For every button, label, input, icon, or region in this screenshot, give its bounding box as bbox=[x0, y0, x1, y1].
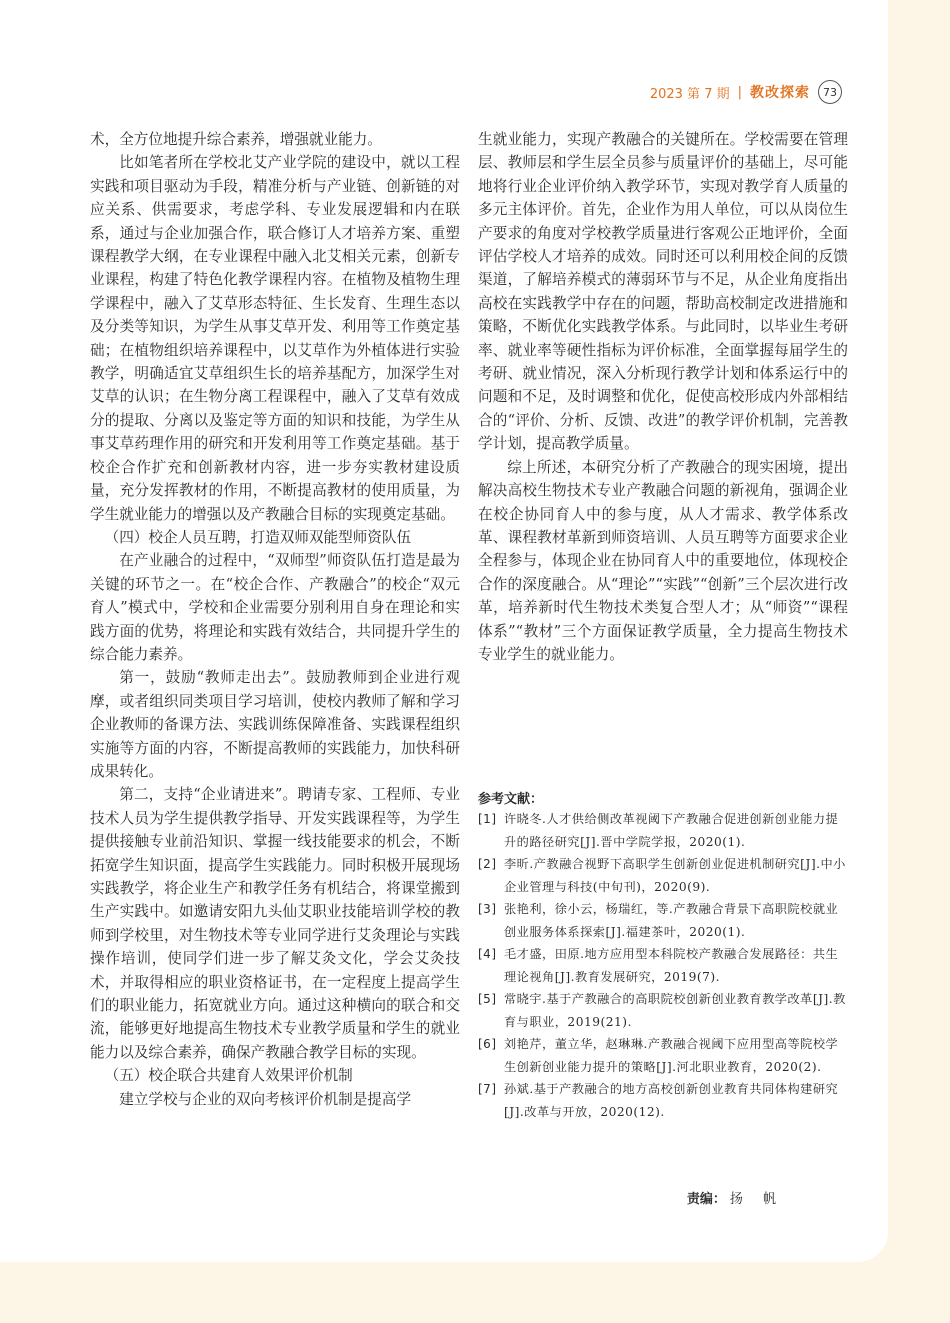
paragraph: 第一，鼓励“教师走出去”。鼓励教师到企业进行观摩，或者组织同类项目学习培训，使校内教师了解和学习企业教师的备课方法、实践训练保障准备、实践课程组织实施等方面的内容，不断提高教师的实践能力，加快科研成果转化。 bbox=[90, 669, 460, 780]
reference-number: [7] bbox=[478, 1082, 497, 1096]
paragraph: 第二，支持“企业请进来”。聘请专家、工程师、专业技术人员为学生提供教学指导、开发实践课程等，为学生提供接触专业前沿知识、掌握一线技能要求的机会，不断拓宽学生知识面，提高学生实践能力。同时积极开展现场实践教学，将企业生产和教学任务有机结合，将课堂搬到生产实践中。如邀请安阳九头仙艾职业技能培训学校的教师到学校里，对生物技术等专业同学进行艾灸理论与实践操作培训，使同学们进一步了解艾灸文化，学会艾灸技术，并取得相应的职业资格证书，在一定程度上提高学生们的职业能力，拓宽就业方向。通过这种横向的联合和交流，能够更好地提高生物技术专业教学质量和学生的就业能力以及综合素养，确保产教融合教学目标的实现。 bbox=[90, 786, 460, 1061]
reference-text: 常晓宇.基于产教融合的高职院校创新创业教育教学改革[J].教育与职业，2019(21). bbox=[504, 992, 846, 1029]
paragraph: 比如笔者所在学校北艾产业学院的建设中，就以工程实践和项目驱动为手段，精准分析与产业链、创新链的对应关系、供需要求，考虑学科、专业发展逻辑和内在联系，通过与企业加强合作，联合修订人才培养方案、重塑课程教学大纲，在专业课程中融入北艾相关元素，创新专业课程，构建了特色化教学课程内容。在植物及植物生理学课程中，融入了艾草形态特征、生长发育、生理生态以及分类等知识，为学生从事艾草开发、利用等工作奠定基础；在植物组织培养课程中，以艾草作为外植体进行实验教学，明确适宜艾草组织生长的培养基配方，加深学生对艾草的认识；在生物分离工程课程中，融入了艾草有效成分的提取、分离以及鉴定等方面的知识和技能，为学生从事艾草药理作用的研究和开发利用等工作奠定基础。基于校企合作扩充和创新教材内容，进一步夯实教材建设质量，充分发挥教材的作用，不断提高教材的使用质量，为学生就业能力的增强以及产教融合目标的实现奠定基础。 bbox=[90, 154, 460, 523]
paragraph: 生就业能力，实现产教融合的关键所在。学校需要在管理层、教师层和学生层全员参与质量评价的基础上，尽可能地将行业企业评价纳入教学环节，实现对教学育人质量的多元主体评价。首先，企业作为用人单位，可以从岗位生产要求的角度对学校教学质量进行客观公正地评价，全面评估学校人才培养的成效。同时还可以利用校企间的反馈渠道，了解培养模式的薄弱环节与不足，从企业角度指出高校在实践教学中存在的问题，帮助高校制定改进措施和策略，不断优化实践教学体系。与此同时，以毕业生考研率、就业率等硬性指标为评价标准，全面掌握每届学生的考研、就业情况，深入分析现行教学计划和体系运行中的问题和不足，及时调整和优化，促使高校形成内外部相结合的“评价、分析、反馈、改进”的教学评价机制，完善教学计划，提高教学质量。 bbox=[478, 131, 848, 453]
reference-text: 孙斌.基于产教融合的地方高校创新创业教育共同体构建研究[J].改革与开放，2020(12). bbox=[504, 1082, 839, 1119]
issue-label: 2023 第 7 期 bbox=[649, 86, 730, 102]
reference-number: [2] bbox=[478, 857, 497, 871]
reference-number: [1] bbox=[478, 812, 497, 826]
column-title: 教改探索 bbox=[750, 85, 810, 101]
reference-text: 许晓冬.人才供给侧改革视阈下产教融合促进创新创业能力提升的路径研究[J].晋中学院学报，2020(1). bbox=[504, 812, 839, 849]
reference-item bbox=[478, 853, 850, 898]
references-title: 参考文献： bbox=[478, 792, 544, 807]
reference-text: 毛才盛，田原.地方应用型本科院校产教融合发展路径：共生理论视角[J].教育发展研究，2019(7). bbox=[504, 947, 839, 984]
reference-item bbox=[478, 988, 850, 1033]
reference-item bbox=[478, 943, 850, 988]
left-column bbox=[90, 128, 460, 1111]
paragraph: 建立学校与企业的双向考核评价机制是提高学 bbox=[119, 1090, 412, 1108]
reference-number: [6] bbox=[478, 1037, 497, 1051]
header-separator: | bbox=[737, 84, 742, 100]
reference-number: [5] bbox=[478, 992, 497, 1006]
reference-number: [3] bbox=[478, 902, 497, 916]
references-list bbox=[478, 808, 850, 1123]
reference-text: 刘艳芹，董立华，赵琳琳.产教融合视阈下应用型高等院校学生创新创业能力提升的策略[J].河北职业教育，2020(2). bbox=[504, 1037, 839, 1074]
editor-credit bbox=[687, 1188, 784, 1207]
reference-item bbox=[478, 808, 850, 853]
reference-item bbox=[478, 1078, 850, 1123]
editor-label: 责编： bbox=[686, 1192, 726, 1207]
reference-item bbox=[478, 898, 850, 943]
editor-name: 扬 帆 bbox=[729, 1192, 784, 1207]
reference-item bbox=[478, 1033, 850, 1078]
page-number: 73 bbox=[818, 80, 842, 104]
right-column bbox=[478, 128, 848, 666]
paragraph: 在产业融合的过程中，“双师型”师资队伍打造是最为关键的环节之一。在“校企合作、产教融合”的校企“双元育人”模式中，学校和企业需要分别利用自身在理论和实践方面的优势，将理论和实践有效结合，共同提升学生的综合能力素养。 bbox=[90, 552, 460, 663]
page-header bbox=[650, 80, 842, 104]
section-heading: （五）校企联合共建育人效果评价机制 bbox=[104, 1067, 353, 1085]
reference-text: 李昕.产教融合视野下高职学生创新创业促进机制研究[J].中小企业管理与科技(中旬刊)，2020(9). bbox=[504, 857, 846, 894]
paragraph: 术，全方位地提升综合素养，增强就业能力。 bbox=[90, 131, 382, 148]
reference-number: [4] bbox=[478, 947, 497, 961]
paragraph: 综上所述，本研究分析了产教融合的现实困境，提出解决高校生物技术专业产教融合问题的新视角，强调企业在校企协同育人中的参与度，从人才需求、教学体系改革、课程教材革新到师资培训、人员互聘等方面要求企业全程参与，体现企业在协同育人中的重要地位，体现校企合作的深度融合。从“理论”“实践”“创新”三个层次进行改革，培养新时代生物技术类复合型人才；从“师资”“课程体系”“教材”三个方面保证教学质量，全力提高生物技术专业学生的就业能力。 bbox=[478, 458, 848, 663]
section-heading: （四）校企人员互聘，打造双师双能型师资队伍 bbox=[104, 528, 412, 546]
reference-text: 张艳利，徐小云，杨瑞红，等.产教融合背景下高职院校就业创业服务体系探索[J].福建茶叶，2020(1). bbox=[504, 902, 839, 939]
